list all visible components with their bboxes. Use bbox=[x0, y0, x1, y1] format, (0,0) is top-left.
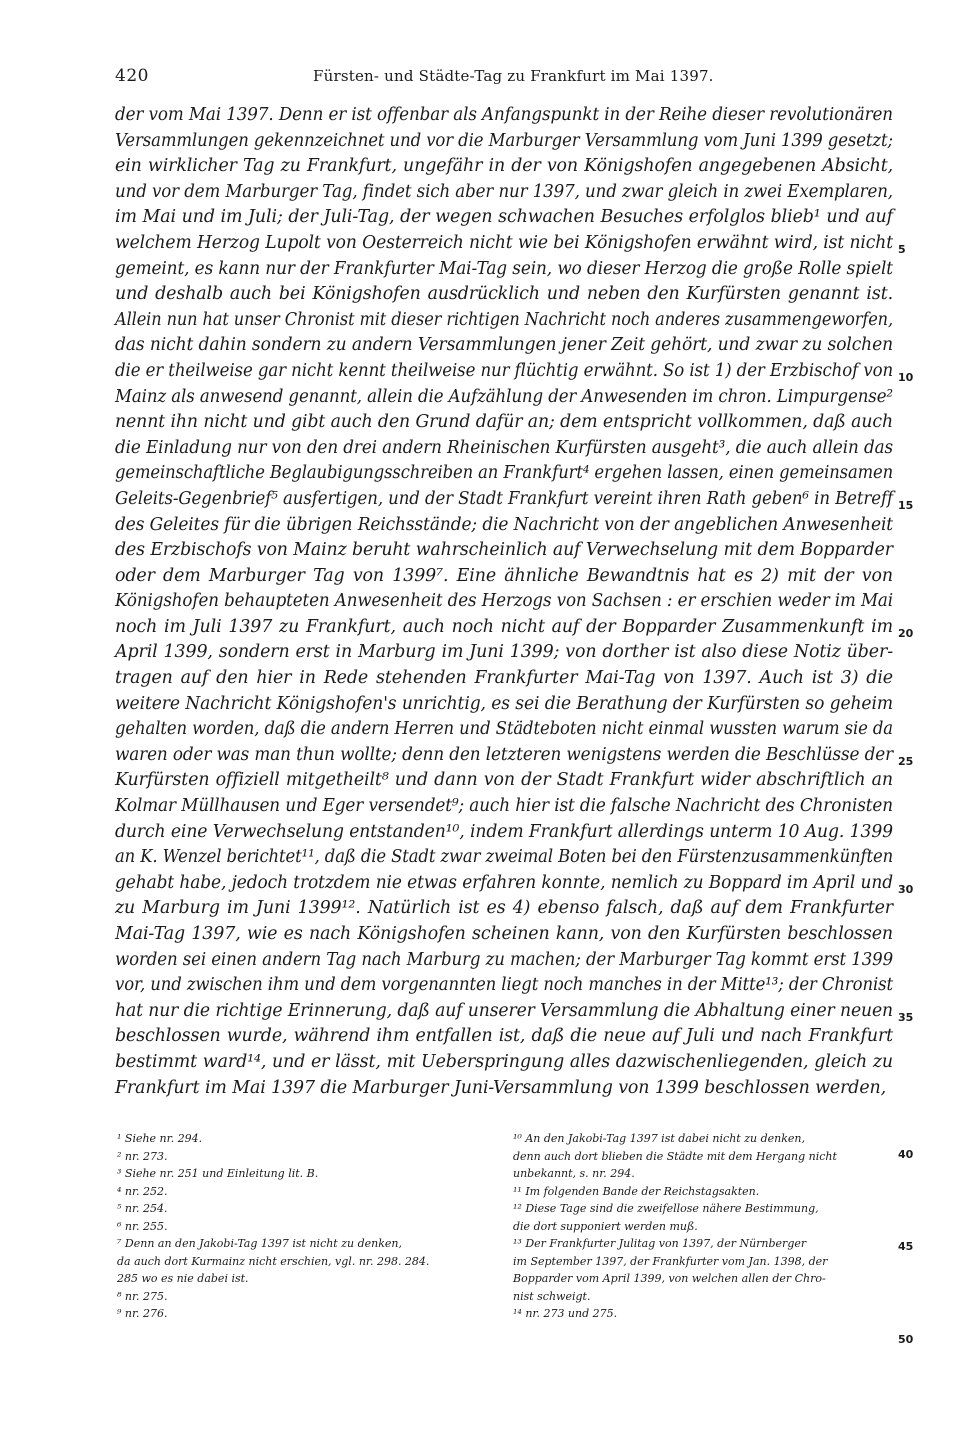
body-line: hat nur die richtige Erinnerung, daß auf unserer Versammlung die Abhaltung einer neuen bbox=[115, 1000, 894, 1021]
margin-line-number: 20 bbox=[898, 627, 914, 640]
body-line: zu Marburg im Juni 1399¹². Natürlich ist es 4) ebenso falsch, daß auf dem Frankfurter bbox=[115, 898, 894, 919]
body-line: Frankfurt im Mai 1397 die Marburger Juni-Versammlung von 1399 beschlossen werden, bbox=[115, 1077, 887, 1098]
footnote-line: im September 1397, der Frankfurter vom Jan. 1398, der bbox=[513, 1254, 828, 1268]
margin-line-number: 45 bbox=[898, 1240, 914, 1253]
body-line: vor, und zwischen ihm und dem vorgenannten liegt noch manches in der Mitte¹³; der Chronist bbox=[115, 975, 893, 996]
body-line: welchem Herzog Lupolt von Oesterreich nicht wie bei Königshofen erwähnt wird, ist nicht bbox=[115, 232, 894, 253]
body-line: die er theilweise gar nicht kennt theilweise nur flüchtig erwähnt. So ist 1) der Erzbischof von bbox=[115, 360, 894, 381]
running-title: Fürsten- und Städte-Tag zu Frankfurt im Mai 1397. bbox=[313, 67, 714, 85]
body-line: bestimmt ward¹⁴, und er lässt, mit Ueberspringung alles dazwischenliegenden, gleich zu bbox=[115, 1051, 893, 1072]
body-text bbox=[115, 103, 893, 1101]
margin-line-number: 25 bbox=[898, 755, 914, 768]
body-line: gehabt habe, jedoch trotzdem nie etwas erfahren konnte, nemlich zu Boppard im April und bbox=[115, 872, 893, 893]
body-line: an K. Wenzel berichtet¹¹, daß die Stadt zwar zweimal Boten bei den Fürstenzusammenkünften bbox=[115, 847, 894, 868]
body-line: worden sei einen andern Tag nach Marburg zu machen; der Marburger Tag kommt erst 1399 bbox=[115, 949, 894, 970]
body-line: die Einladung nur von den drei andern Rheinischen Kurfürsten ausgeht³, die auch allein das bbox=[115, 437, 893, 458]
body-line: im Mai und im Juli; der Juli-Tag, der wegen schwachen Besuches erfolglos blieb¹ und auf bbox=[115, 207, 893, 228]
body-line: Kurfürsten offiziell mitgetheilt⁸ und dann von der Stadt Frankfurt wider abschriftlich an bbox=[115, 770, 894, 791]
body-line: weitere Nachricht Königshofen's unrichtig, es sei die Berathung der Kurfürsten so geheim bbox=[115, 693, 893, 714]
body-line: noch im Juli 1397 zu Frankfurt, auch noch nicht auf der Bopparder Zusammenkunft im bbox=[115, 616, 893, 637]
footnote-line: ⁴ nr. 252. bbox=[117, 1184, 168, 1198]
footnote-line: ³ Siehe nr. 251 und Einleitung lit. B. bbox=[117, 1167, 319, 1180]
footnote-line: ⁶ nr. 255. bbox=[117, 1219, 168, 1233]
body-line: Mainz als anwesend genannt, allein die Aufzählung der Anwesenden im chron. Limpurgense² bbox=[115, 386, 893, 407]
footnote-line: ⁵ nr. 254. bbox=[117, 1202, 168, 1215]
margin-line-number: 10 bbox=[898, 371, 914, 384]
body-line: oder dem Marburger Tag von 1399⁷. Eine ähnliche Bewandtnis hat es 2) mit der von bbox=[115, 565, 893, 586]
footnote-line: ¹¹ Im folgenden Bande der Reichstagsakten. bbox=[513, 1184, 760, 1198]
footnote-line: denn auch dort blieben die Städte mit dem Hergang nicht bbox=[513, 1149, 837, 1163]
margin-line-number: 35 bbox=[898, 1011, 914, 1024]
page-number: 420 bbox=[115, 66, 149, 86]
footnote-line: ¹ Siehe nr. 294. bbox=[117, 1132, 203, 1145]
footnote-line: 285 wo es nie dabei ist. bbox=[117, 1272, 249, 1285]
body-line: durch eine Verwechselung entstanden¹⁰, indem Frankfurt allerdings unterm 10 Aug. 1399 bbox=[115, 821, 894, 842]
footnote-line: ¹² Diese Tage sind die zweifellose nähere Bestimmung, bbox=[513, 1202, 819, 1215]
body-line: Mai-Tag 1397, wie es nach Königshofen scheinen kann, von den Kurfürsten beschlossen bbox=[115, 924, 893, 944]
body-line: ein wirklicher Tag zu Frankfurt, ungefähr in der von Königshofen angegebenen Absicht, bbox=[115, 156, 894, 177]
footnote-line: ⁸ nr. 275. bbox=[117, 1289, 168, 1303]
footnote-line: ² nr. 273. bbox=[117, 1149, 168, 1163]
body-line: Königshofen behaupteten Anwesenheit des Herzogs von Sachsen : er erschien weder im Mai bbox=[115, 591, 894, 612]
body-line: Allein nun hat unser Chronist mit dieser richtigen Nachricht noch anderes zusammengeworfen, bbox=[115, 309, 894, 330]
footnote-line: da auch dort Kurmainz nicht erschien, vgl. nr. 298. 284. bbox=[117, 1254, 430, 1268]
margin-line-number: 40 bbox=[898, 1148, 914, 1161]
margin-line-number: 5 bbox=[898, 243, 906, 256]
footnote-line: die dort supponiert werden muß. bbox=[513, 1219, 698, 1233]
body-line: tragen auf den hier in Rede stehenden Frankfurter Mai-Tag von 1397. Auch ist 3) die bbox=[115, 668, 893, 689]
body-line: und vor dem Marburger Tag, findet sich aber nur 1397, und zwar gleich in zwei Exemplaren, bbox=[115, 181, 893, 202]
margin-line-number: 50 bbox=[898, 1333, 914, 1346]
page-header bbox=[115, 66, 895, 88]
body-line: des Geleites für die übrigen Reichsstände; die Nachricht von der angeblichen Anwesenheit bbox=[115, 514, 894, 535]
margin-line-number: 30 bbox=[898, 883, 914, 896]
body-line: beschlossen wurde, während ihm entfallen ist, daß die neue auf Juli und nach Frankfurt bbox=[115, 1026, 894, 1047]
body-line: waren oder was man thun wollte; denn den letzteren wenigstens werden die Beschlüsse der bbox=[115, 744, 894, 765]
footnote-line: ¹³ Der Frankfurter Julitag von 1397, der Nürnberger bbox=[513, 1237, 807, 1250]
footnotes-left-column bbox=[117, 1130, 497, 1323]
body-line: gehalten worden, daß die andern Herren und Städteboten nicht einmal wussten warum sie da bbox=[115, 719, 893, 740]
footnote-line: Bopparder vom April 1399, von welchen allen der Chro- bbox=[513, 1272, 826, 1285]
body-line: gemeint, es kann nur der Frankfurter Mai-Tag sein, wo dieser Herzog die große Rolle spielt bbox=[115, 258, 893, 279]
footnote-line: ⁷ Denn an den Jakobi-Tag 1397 ist nicht zu denken, bbox=[117, 1237, 402, 1250]
margin-line-number: 15 bbox=[898, 499, 914, 512]
body-line: gemeinschaftliche Beglaubigungsschreiben an Frankfurt⁴ ergehen lassen, einen gemeinsamen bbox=[115, 463, 894, 484]
body-line: April 1399, sondern erst in Marburg im Juni 1399; von dorther ist also diese Notiz über- bbox=[115, 642, 893, 663]
footnotes-right-column bbox=[513, 1130, 893, 1323]
footnote-line: nist schweigt. bbox=[513, 1289, 591, 1303]
body-line: Versammlungen gekennzeichnet und vor die Marburger Versammlung vom Juni 1399 gesetzt; bbox=[115, 130, 894, 151]
footnote-line: ¹⁴ nr. 273 und 275. bbox=[513, 1307, 618, 1320]
body-line: des Erzbischofs von Mainz beruht wahrscheinlich auf Verwechselung mit dem Bopparder bbox=[115, 540, 893, 561]
body-line: Geleits-Gegenbrief⁵ ausfertigen, und der Stadt Frankfurt vereint ihren Rath geben⁶ in Betreff bbox=[115, 488, 894, 509]
footnote-line: ⁹ nr. 276. bbox=[117, 1307, 168, 1320]
body-line: nennt ihn nicht und gibt auch den Grund dafür an; dem entspricht vollkommen, daß auch bbox=[115, 412, 893, 433]
footnote-line: ¹⁰ An den Jakobi-Tag 1397 ist dabei nicht zu denken, bbox=[513, 1132, 805, 1145]
body-line: der vom Mai 1397. Denn er ist offenbar als Anfangspunkt in der Reihe dieser revolutionären bbox=[115, 105, 893, 125]
footnote-line: unbekannt, s. nr. 294. bbox=[513, 1167, 635, 1180]
body-line: das nicht dahin sondern zu andern Versammlungen jener Zeit gehört, und zwar zu solchen bbox=[115, 335, 893, 356]
body-line: Kolmar Müllhausen und Eger versendet⁹; auch hier ist die falsche Nachricht des Chronisten bbox=[115, 796, 893, 817]
body-line: und deshalb auch bei Königshofen ausdrücklich und neben den Kurfürsten genannt ist. bbox=[115, 284, 894, 305]
